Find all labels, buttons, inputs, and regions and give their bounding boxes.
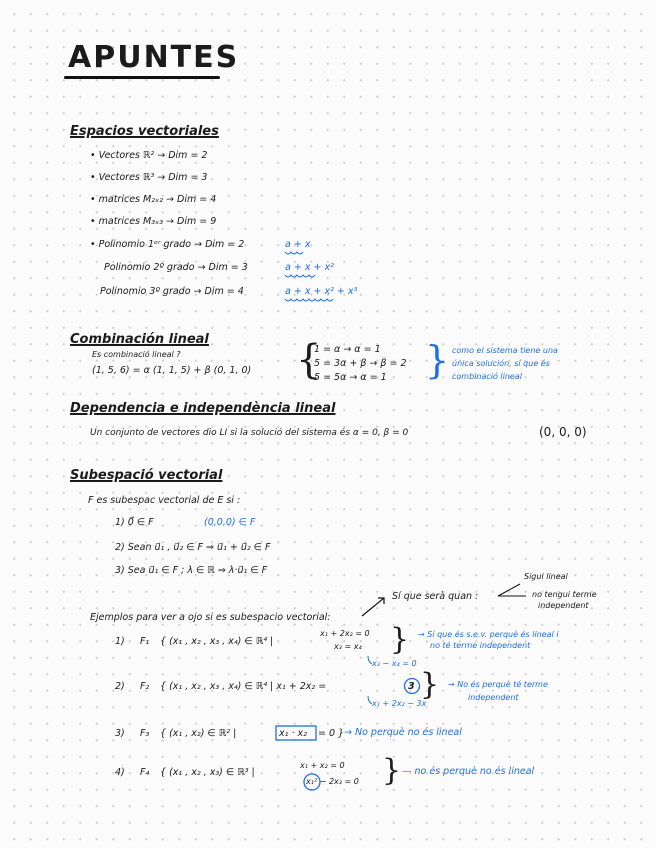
list-item: • Vectores ℝ³ → Dim = 3 bbox=[90, 172, 208, 183]
section-heading-subespacio: Subespació vectorial bbox=[70, 468, 223, 483]
example-condition: x₁ + x₂ = 0 bbox=[300, 761, 345, 770]
example-number: 1) bbox=[115, 636, 125, 647]
example-note: no té terme independent bbox=[430, 641, 531, 650]
when-answer-independent: independent bbox=[538, 601, 589, 610]
combination-note: combinació lineal bbox=[452, 372, 522, 381]
system-line: 5 = 5α → α = 1 bbox=[314, 372, 387, 383]
list-item: Polinomio 2º grado → Dim = 3 bbox=[104, 262, 248, 273]
example-name: F₃ bbox=[140, 728, 150, 739]
when-answer-independent: no tengui terme bbox=[532, 590, 597, 599]
example-note: → No perquè no és lineal bbox=[344, 727, 462, 738]
example-name: F₂ bbox=[140, 681, 150, 692]
system-line: 5 = 3α + β → β = 2 bbox=[314, 358, 407, 369]
examples-label: Ejemplos para ver a ojo si es subespacio vectorial: bbox=[90, 612, 331, 623]
section-heading-dependencia: Dependencia e independència lineal bbox=[70, 401, 336, 416]
example-subnote: x₃ − x₄ = 0 bbox=[372, 659, 417, 668]
combination-question: Es combinació lineal ? bbox=[92, 350, 181, 359]
example-note: independent bbox=[468, 693, 519, 702]
example-set: { (x₁ , x₂) ∈ ℝ² | bbox=[160, 728, 237, 739]
dependence-definition: Un conjunto de vectores dio LI si la solució del sistema és α = 0, β = 0 bbox=[90, 428, 409, 438]
when-question: Sí que serà quan : bbox=[392, 591, 479, 602]
polynomial-note: a + x + x² + x³ bbox=[285, 286, 358, 297]
example-number: 4) bbox=[115, 767, 125, 778]
section-heading-espacios: Espacios vectoriales bbox=[70, 124, 219, 139]
condition-note: (0,0,0) ∈ F bbox=[204, 517, 256, 528]
system-line: 1 = α → α = 1 bbox=[314, 344, 381, 355]
example-close-brace: } bbox=[382, 753, 402, 788]
example-name: F₄ bbox=[140, 767, 150, 778]
example-note: → Sí que és s.e.v. perquè és lineal i bbox=[418, 630, 559, 639]
list-item: • matrices M₃ₓ₃ → Dim = 9 bbox=[90, 216, 217, 227]
list-item: • Polinomio 1ᵉʳ grado → Dim = 2 bbox=[90, 239, 245, 250]
section-heading-combinacion: Combinación lineal bbox=[70, 332, 209, 347]
combination-note: única solución, sí que és bbox=[452, 359, 550, 368]
polynomial-note: a + x bbox=[285, 239, 311, 250]
example-tail: = 0 } bbox=[318, 728, 345, 739]
example-condition: x₃ = x₄ bbox=[334, 642, 362, 651]
example-condition: x₁ + 2x₂ = 0 bbox=[320, 629, 370, 638]
example-set: { (x₁ , x₂ , x₃ , x₄) ∈ ℝ⁴ | x₁ + 2x₂ = bbox=[160, 681, 327, 692]
example-condition: x₁² − 2x₃ = 0 bbox=[306, 777, 359, 786]
example-close-brace: } bbox=[420, 667, 440, 702]
list-item: • Vectores ℝ² → Dim = 2 bbox=[90, 150, 208, 161]
combination-note: como el sistema tiene una bbox=[452, 346, 558, 355]
list-item: Polinomio 3º grado → Dim = 4 bbox=[100, 286, 244, 297]
example-close-brace: } bbox=[390, 622, 410, 657]
example-name: F₁ bbox=[140, 636, 150, 647]
note-brace: } bbox=[425, 338, 450, 382]
boxed-term: x₁ · x₂ bbox=[279, 728, 307, 739]
zero-vector: (0, 0, 0) bbox=[539, 425, 587, 439]
page-title: APUNTES bbox=[68, 40, 240, 75]
subspace-condition: 2) Sean u⃗₁ , u⃗₂ ∈ F ⇒ u⃗₁ + u⃗₂ ∈ F bbox=[115, 542, 271, 553]
subspace-condition: 3) Sea u⃗₁ ∈ F ; λ ∈ ℝ ⇒ λ·u⃗₁ ∈ F bbox=[115, 565, 268, 576]
when-answer-linear: Sigui lineal bbox=[524, 572, 568, 581]
system-brace: { bbox=[296, 337, 322, 383]
list-item: • matrices M₂ₓ₂ → Dim = 4 bbox=[90, 194, 217, 205]
example-note: — no és perquè no és lineal bbox=[402, 766, 535, 777]
example-set: { (x₁ , x₂ , x₃ , x₄) ∈ ℝ⁴ | bbox=[160, 636, 274, 647]
example-note: → No és perquè té terme bbox=[448, 680, 548, 689]
subspace-condition: 1) 0⃗ ∈ F bbox=[115, 517, 154, 528]
example-number: 2) bbox=[115, 681, 125, 692]
example-set: { (x₁ , x₂ , x₃) ∈ ℝ³ | bbox=[160, 767, 255, 778]
combination-equation: (1, 5, 6) = α (1, 1, 5) + β (0, 1, 0) bbox=[92, 365, 252, 376]
subspace-intro: F es subespac vectorial de E si : bbox=[88, 495, 241, 506]
example-subnote: x₁ + 2x₂ − 3x bbox=[372, 699, 427, 708]
circled-constant: 3 bbox=[408, 681, 415, 692]
example-number: 3) bbox=[115, 728, 125, 739]
polynomial-note: a + x + x² bbox=[285, 262, 334, 273]
